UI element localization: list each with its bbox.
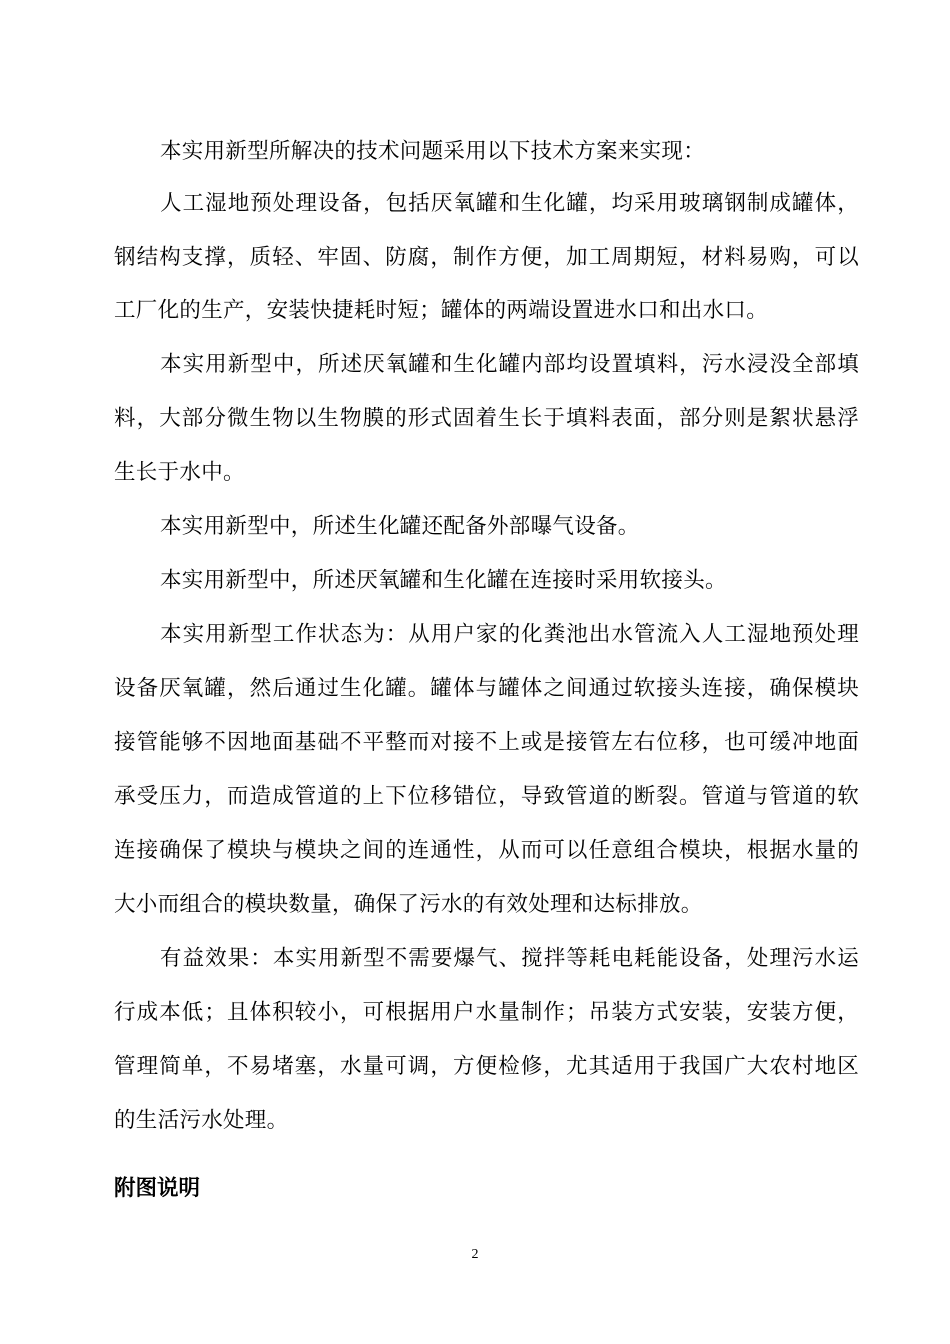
paragraph-line: 钢结构支撑，质轻、牢固、防腐，制作方便，加工周期短，材料易购，可以 — [114, 245, 859, 270]
paragraph-line: 承受压力，而造成管道的上下位移错位，导致管道的断裂。管道与管道的软 — [114, 784, 859, 809]
paragraph-line: 本实用新型所解决的技术问题采用以下技术方案来实现： — [160, 139, 706, 164]
paragraph-line: 设备厌氧罐，然后通过生化罐。罐体与罐体之间通过软接头连接，确保模块 — [114, 676, 859, 701]
paragraph-line: 行成本低；且体积较小，可根据用户水量制作；吊装方式安装，安装方便， — [114, 1000, 859, 1025]
paragraph-line: 本实用新型中，所述厌氧罐和生化罐内部均设置填料，污水浸没全部填 — [160, 352, 859, 377]
paragraph-line: 有益效果：本实用新型不需要爆气、搅拌等耗电耗能设备，处理污水运 — [160, 946, 859, 971]
paragraph-line: 料，大部分微生物以生物膜的形式固着生长于填料表面，部分则是絮状悬浮 — [114, 406, 859, 431]
section-heading: 附图说明 — [114, 1176, 201, 1201]
paragraph-line: 人工湿地预处理设备，包括厌氧罐和生化罐，均采用玻璃钢制成罐体， — [160, 191, 859, 216]
paragraph-line: 本实用新型中，所述生化罐还配备外部曝气设备。 — [160, 514, 640, 539]
paragraph-line: 的生活污水处理。 — [114, 1108, 289, 1133]
paragraph-line: 本实用新型中，所述厌氧罐和生化罐在连接时采用软接头。 — [160, 568, 727, 593]
paragraph-line: 生长于水中。 — [114, 460, 245, 485]
paragraph-line: 本实用新型工作状态为：从用户家的化粪池出水管流入人工湿地预处理 — [160, 622, 859, 647]
page-number: 2 — [471, 1247, 479, 1262]
paragraph-line: 管理简单，不易堵塞，水量可调，方便检修，尤其适用于我国广大农村地区 — [114, 1054, 859, 1079]
paragraph-line: 连接确保了模块与模块之间的连通性，从而可以任意组合模块，根据水量的 — [114, 838, 859, 863]
paragraph-line: 大小而组合的模块数量，确保了污水的有效处理和达标排放。 — [114, 892, 703, 917]
paragraph-line: 工厂化的生产，安装快捷耗时短；罐体的两端设置进水口和出水口。 — [114, 298, 769, 323]
paragraph-line: 接管能够不因地面基础不平整而对接不上或是接管左右位移，也可缓冲地面 — [114, 730, 859, 755]
